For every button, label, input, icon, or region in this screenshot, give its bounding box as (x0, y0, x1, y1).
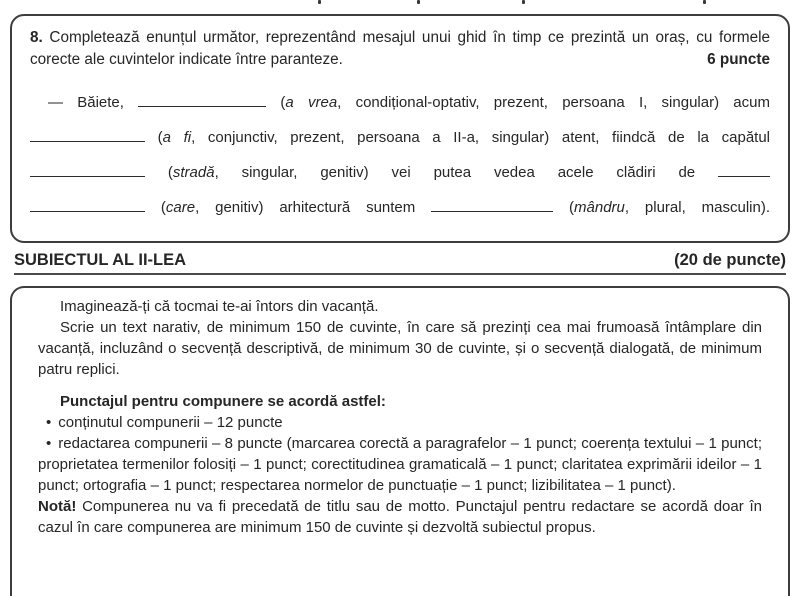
text-run: , condițional-optativ, prezent, persoana I, singular) acum (337, 94, 770, 111)
fill-line (30, 190, 770, 225)
fill-line (30, 155, 770, 190)
blank-field (30, 191, 145, 212)
task-para-1: Imaginează-ți că tocmai te-ai întors din vacanță. (60, 298, 379, 315)
blank-field (30, 121, 145, 142)
text-run: , plural, masculin). (624, 199, 770, 216)
text-run: ( (266, 94, 286, 111)
bullet-icon: • (46, 414, 52, 431)
task-para-2: Scrie un text narativ, de minimum 150 de cuvinte, în care să prezinți cea mai frumoasă întâmplare din vacanță, incluzând o secvență descriptivă, de minimum 30 de cuvinte, și o secvență dialogată, de minimum patru replici. (38, 319, 762, 378)
scan-artifact (522, 0, 525, 4)
blank-field (431, 191, 553, 212)
fill-lines (30, 85, 770, 225)
question-prompt: Completează enunțul următor, reprezentând mesajul unui ghid în timp ce prezintă un oraș, cu formele corecte ale cuvintelor indicate între paranteze. (30, 29, 771, 68)
hint-word-italic: mândru (574, 199, 625, 216)
question-8-box (10, 14, 790, 243)
text-run: ( (145, 129, 163, 146)
fill-line (30, 85, 770, 120)
text-run: , conjunctiv, prezent, persoana a II-a, singular) atent, fiindcă de la capătul (191, 129, 770, 146)
scan-artifact (318, 0, 321, 4)
note-label: Notă! (38, 498, 77, 515)
bullet-icon: • (46, 435, 52, 452)
scan-artifacts (0, 0, 800, 12)
hint-word-italic: a fi (162, 129, 192, 146)
question-8-intro (30, 27, 770, 71)
note-text: Compunerea nu va fi precedată de titlu sau de motto. Punctajul pentru redactare se acordă doar în cazul în care compunerea are minimum 150 de cuvinte și dezvoltă subiectul propus. (38, 498, 762, 536)
text-run: ( (145, 164, 173, 181)
blank-field (718, 156, 770, 177)
question-points: 6 puncte (707, 51, 770, 68)
composition-task-box (10, 286, 790, 596)
hint-word-italic: stradă (172, 164, 215, 181)
bullet-text: redactarea compunerii – 8 puncte (marcarea corectă a paragrafelor – 1 punct; coerența textului – 1 punct; proprietatea termenilor folosiți – 1 punct; corectitudinea gramaticală – 1 punct; claritatea exprimării ideilor – 1 punct; ortografia – 1 punct; respectarea normelor de punctuație – 1 punct; lizibilitatea – 1 punct). (38, 435, 762, 494)
section-title: SUBIECTUL AL II-LEA (14, 251, 187, 269)
text-run: — Băiete, (48, 94, 139, 111)
scoring-bullet-2 (38, 433, 762, 496)
blank-field (138, 86, 266, 107)
text-run: ( (145, 199, 166, 216)
scan-artifact (417, 0, 420, 4)
scoring-heading: Punctajul pentru compunere se acordă astfel: (60, 393, 386, 410)
fill-line (30, 120, 770, 155)
text-run: , genitiv) arhitectură suntem (195, 199, 432, 216)
blank-field (30, 156, 145, 177)
scan-artifact (703, 0, 706, 4)
section-points: (20 de puncte) (674, 251, 786, 269)
hint-word-italic: care (165, 199, 196, 216)
bullet-text: conținutul compunerii – 12 puncte (58, 414, 283, 431)
note-paragraph (38, 496, 762, 538)
text-run: , singular, genitiv) vei putea vedea acele clădiri de (214, 164, 718, 181)
hint-word-italic: a vrea (285, 94, 338, 111)
question-number: 8. (30, 29, 43, 46)
scoring-bullet-1 (38, 412, 762, 433)
section-2-header (14, 251, 786, 275)
text-run: ( (553, 199, 575, 216)
